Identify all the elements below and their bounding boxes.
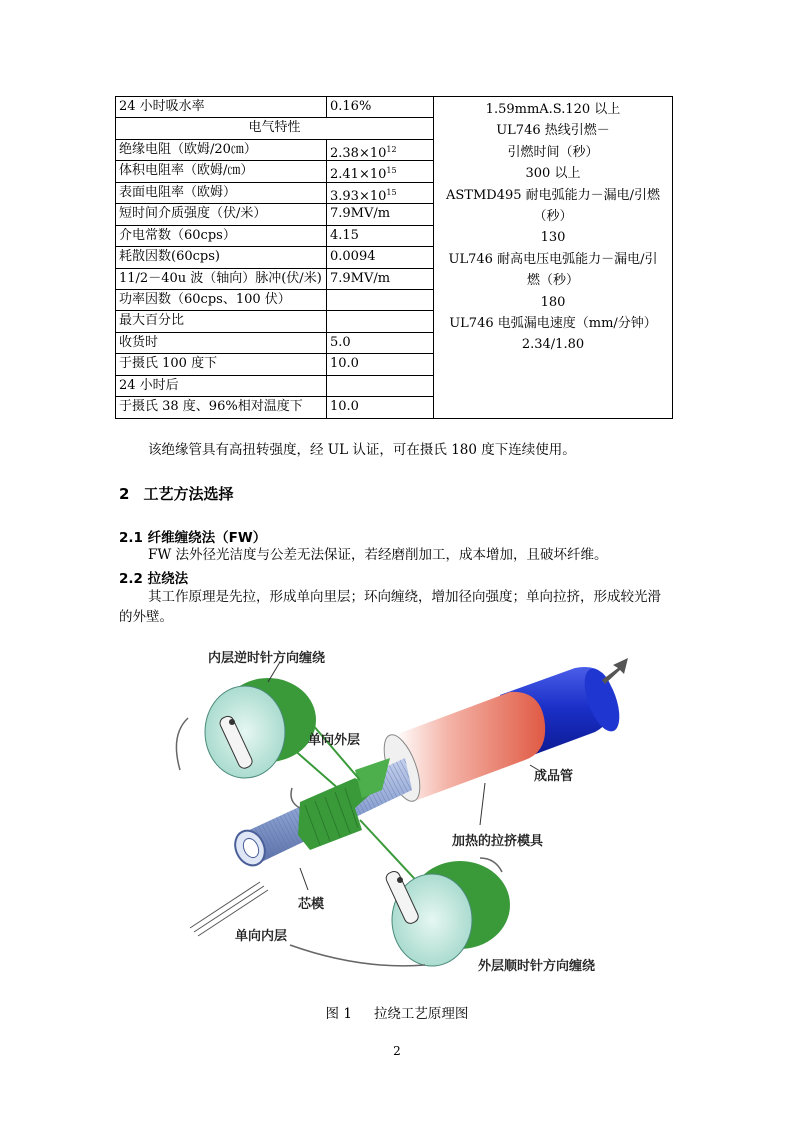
row-value-text: 2.38×10: [330, 145, 387, 161]
row-label: 于摄氏 38 度、96%相对温度下: [116, 397, 327, 418]
paragraph-pullwinding-line1: 其工作原理是先拉，形成单向里层；环向缠绕，增加径向强度；单向拉挤，形成较光滑: [148, 589, 661, 605]
table-row: [116, 376, 433, 397]
row-value-text: 5.0: [330, 334, 351, 350]
table-left-rows: [116, 97, 433, 419]
row-label: 短时间介质强度（伏/米）: [116, 204, 327, 224]
figure-caption: [0, 1002, 794, 1022]
row-value: [327, 311, 433, 331]
row-value-exponent: 15: [386, 166, 397, 176]
section-title: 工艺方法选择: [143, 485, 234, 503]
table-row: [116, 226, 433, 247]
row-value: [327, 140, 433, 160]
row-label: 于摄氏 100 度下: [116, 354, 327, 374]
row-value: [327, 376, 433, 396]
subsection-title: 纤维缠绕法（FW）: [147, 530, 267, 546]
row-value: [327, 354, 433, 374]
caption-label: 图 1: [325, 1006, 352, 1022]
row-label: 耗散因数(60cps): [116, 247, 327, 267]
row-value-exponent: 15: [386, 187, 397, 197]
row-value-text: 0.0094: [330, 249, 376, 265]
right-column-line: 1.59mmA.S.120 以上: [485, 102, 621, 117]
right-column-line: UL746 耐高电压电弧能力－漏电/引: [448, 251, 658, 267]
row-value: [327, 247, 433, 267]
row-label: 体积电阻率（欧姆/㎝）: [116, 161, 327, 181]
row-label: 收货时: [116, 333, 327, 353]
table-row: [116, 311, 433, 332]
table-row: [116, 204, 433, 225]
table-right-column: [434, 99, 672, 356]
right-column-line: UL746 电弧漏电速度（mm/分钟）: [449, 316, 657, 332]
table-row: [116, 290, 433, 311]
right-column-line: 2.34/1.80: [521, 337, 585, 353]
paragraph-pullwinding-line2: 的外壁。: [119, 609, 173, 625]
caption-text: 拉绕工艺原理图: [373, 1006, 469, 1022]
subsection-heading-2-1: [119, 526, 266, 546]
row-label: 24 小时吸水率: [116, 97, 327, 117]
table-row: [116, 354, 433, 375]
row-value-exponent: 12: [386, 144, 397, 154]
upper-roller: [205, 678, 316, 778]
row-label: 介电常数（60cps）: [116, 226, 327, 246]
subsection-heading-2-2: [119, 567, 188, 587]
pullwinding-diagram: [150, 640, 650, 985]
row-label: 24 小时后: [116, 376, 327, 396]
label-inner-ccw: 内层逆时针方向缠绕: [208, 651, 326, 666]
subsection-number: 2.2: [119, 571, 143, 587]
table-row: [116, 118, 433, 139]
lower-roller: [384, 861, 510, 966]
label-uni-outer: 单向外层: [308, 733, 361, 748]
label-product: 成品管: [534, 769, 574, 784]
row-value: [327, 161, 433, 181]
right-column-line: 引燃时间（秒）: [507, 144, 599, 160]
page-number: 2: [393, 1044, 401, 1058]
table-row: [116, 269, 433, 290]
row-label: 最大百分比: [116, 311, 327, 331]
label-outer-cw: 外层顺时针方向缠绕: [478, 959, 596, 974]
right-column-line: ASTMD495 耐电弧能力－漏电/引燃: [445, 187, 661, 203]
row-value: [327, 204, 433, 224]
row-value: [327, 290, 433, 310]
row-value-text: 7.9MV/m: [330, 270, 391, 286]
output-arrow-icon: [602, 658, 628, 684]
table-row: [116, 397, 433, 418]
table-row: [116, 161, 433, 182]
row-label: 功率因数（60cps、100 伏）: [116, 290, 327, 310]
table-row: [116, 183, 433, 204]
properties-table: [115, 96, 673, 419]
row-value: [327, 397, 433, 418]
right-column-line: UL746 热线引燃－: [496, 123, 610, 139]
row-value-text: 7.9MV/m: [330, 206, 391, 222]
right-column-line: 燃（秒）: [526, 273, 579, 289]
paragraph-fw: FW 法外径光洁度与公差无法保证，若经磨削加工，成本增加，且破坏纤维。: [148, 547, 608, 563]
label-mandrel: 芯模: [298, 897, 325, 912]
subsection-title: 拉绕法: [147, 571, 189, 587]
row-label: 电气特性: [248, 120, 301, 136]
label-uni-inner: 单向内层: [235, 929, 288, 944]
row-value-text: 4.15: [330, 227, 359, 243]
row-value: [327, 226, 433, 246]
row-value-text: 10.0: [330, 399, 359, 415]
table-row: [116, 247, 433, 268]
right-column-line: 300 以上: [525, 166, 581, 182]
row-value-text: 0.16%: [330, 99, 372, 114]
right-column-line: 130: [540, 230, 566, 246]
table-row: [116, 97, 433, 118]
row-label: 表面电阻率（欧姆）: [116, 183, 327, 203]
paragraph-ul-certification: 该绝缘管具有高扭转强度，经 UL 认证，可在摄氏 180 度下连续使用。: [148, 442, 576, 458]
row-label: 11/2－40u 波（轴向）脉冲(伏/米): [116, 269, 327, 289]
row-value: [327, 333, 433, 353]
row-value-text: 3.93×10: [330, 188, 387, 204]
row-value-text: 10.0: [330, 356, 359, 372]
section-number: 2: [119, 485, 130, 503]
section-heading-2: [119, 483, 233, 504]
subsection-number: 2.1: [119, 530, 143, 546]
row-value: [327, 97, 433, 117]
row-label: 绝缘电阻（欧姆/20㎝）: [116, 140, 327, 160]
right-column-line: （秒）: [533, 209, 573, 225]
table-row: [116, 333, 433, 354]
row-value: [327, 269, 433, 289]
right-column-line: 180: [540, 294, 566, 310]
row-value-text: 2.41×10: [330, 167, 387, 183]
table-row: [116, 140, 433, 161]
label-heated-die: 加热的拉挤模具: [452, 834, 544, 849]
row-value: [327, 183, 433, 203]
feed-fibers: [190, 882, 268, 936]
